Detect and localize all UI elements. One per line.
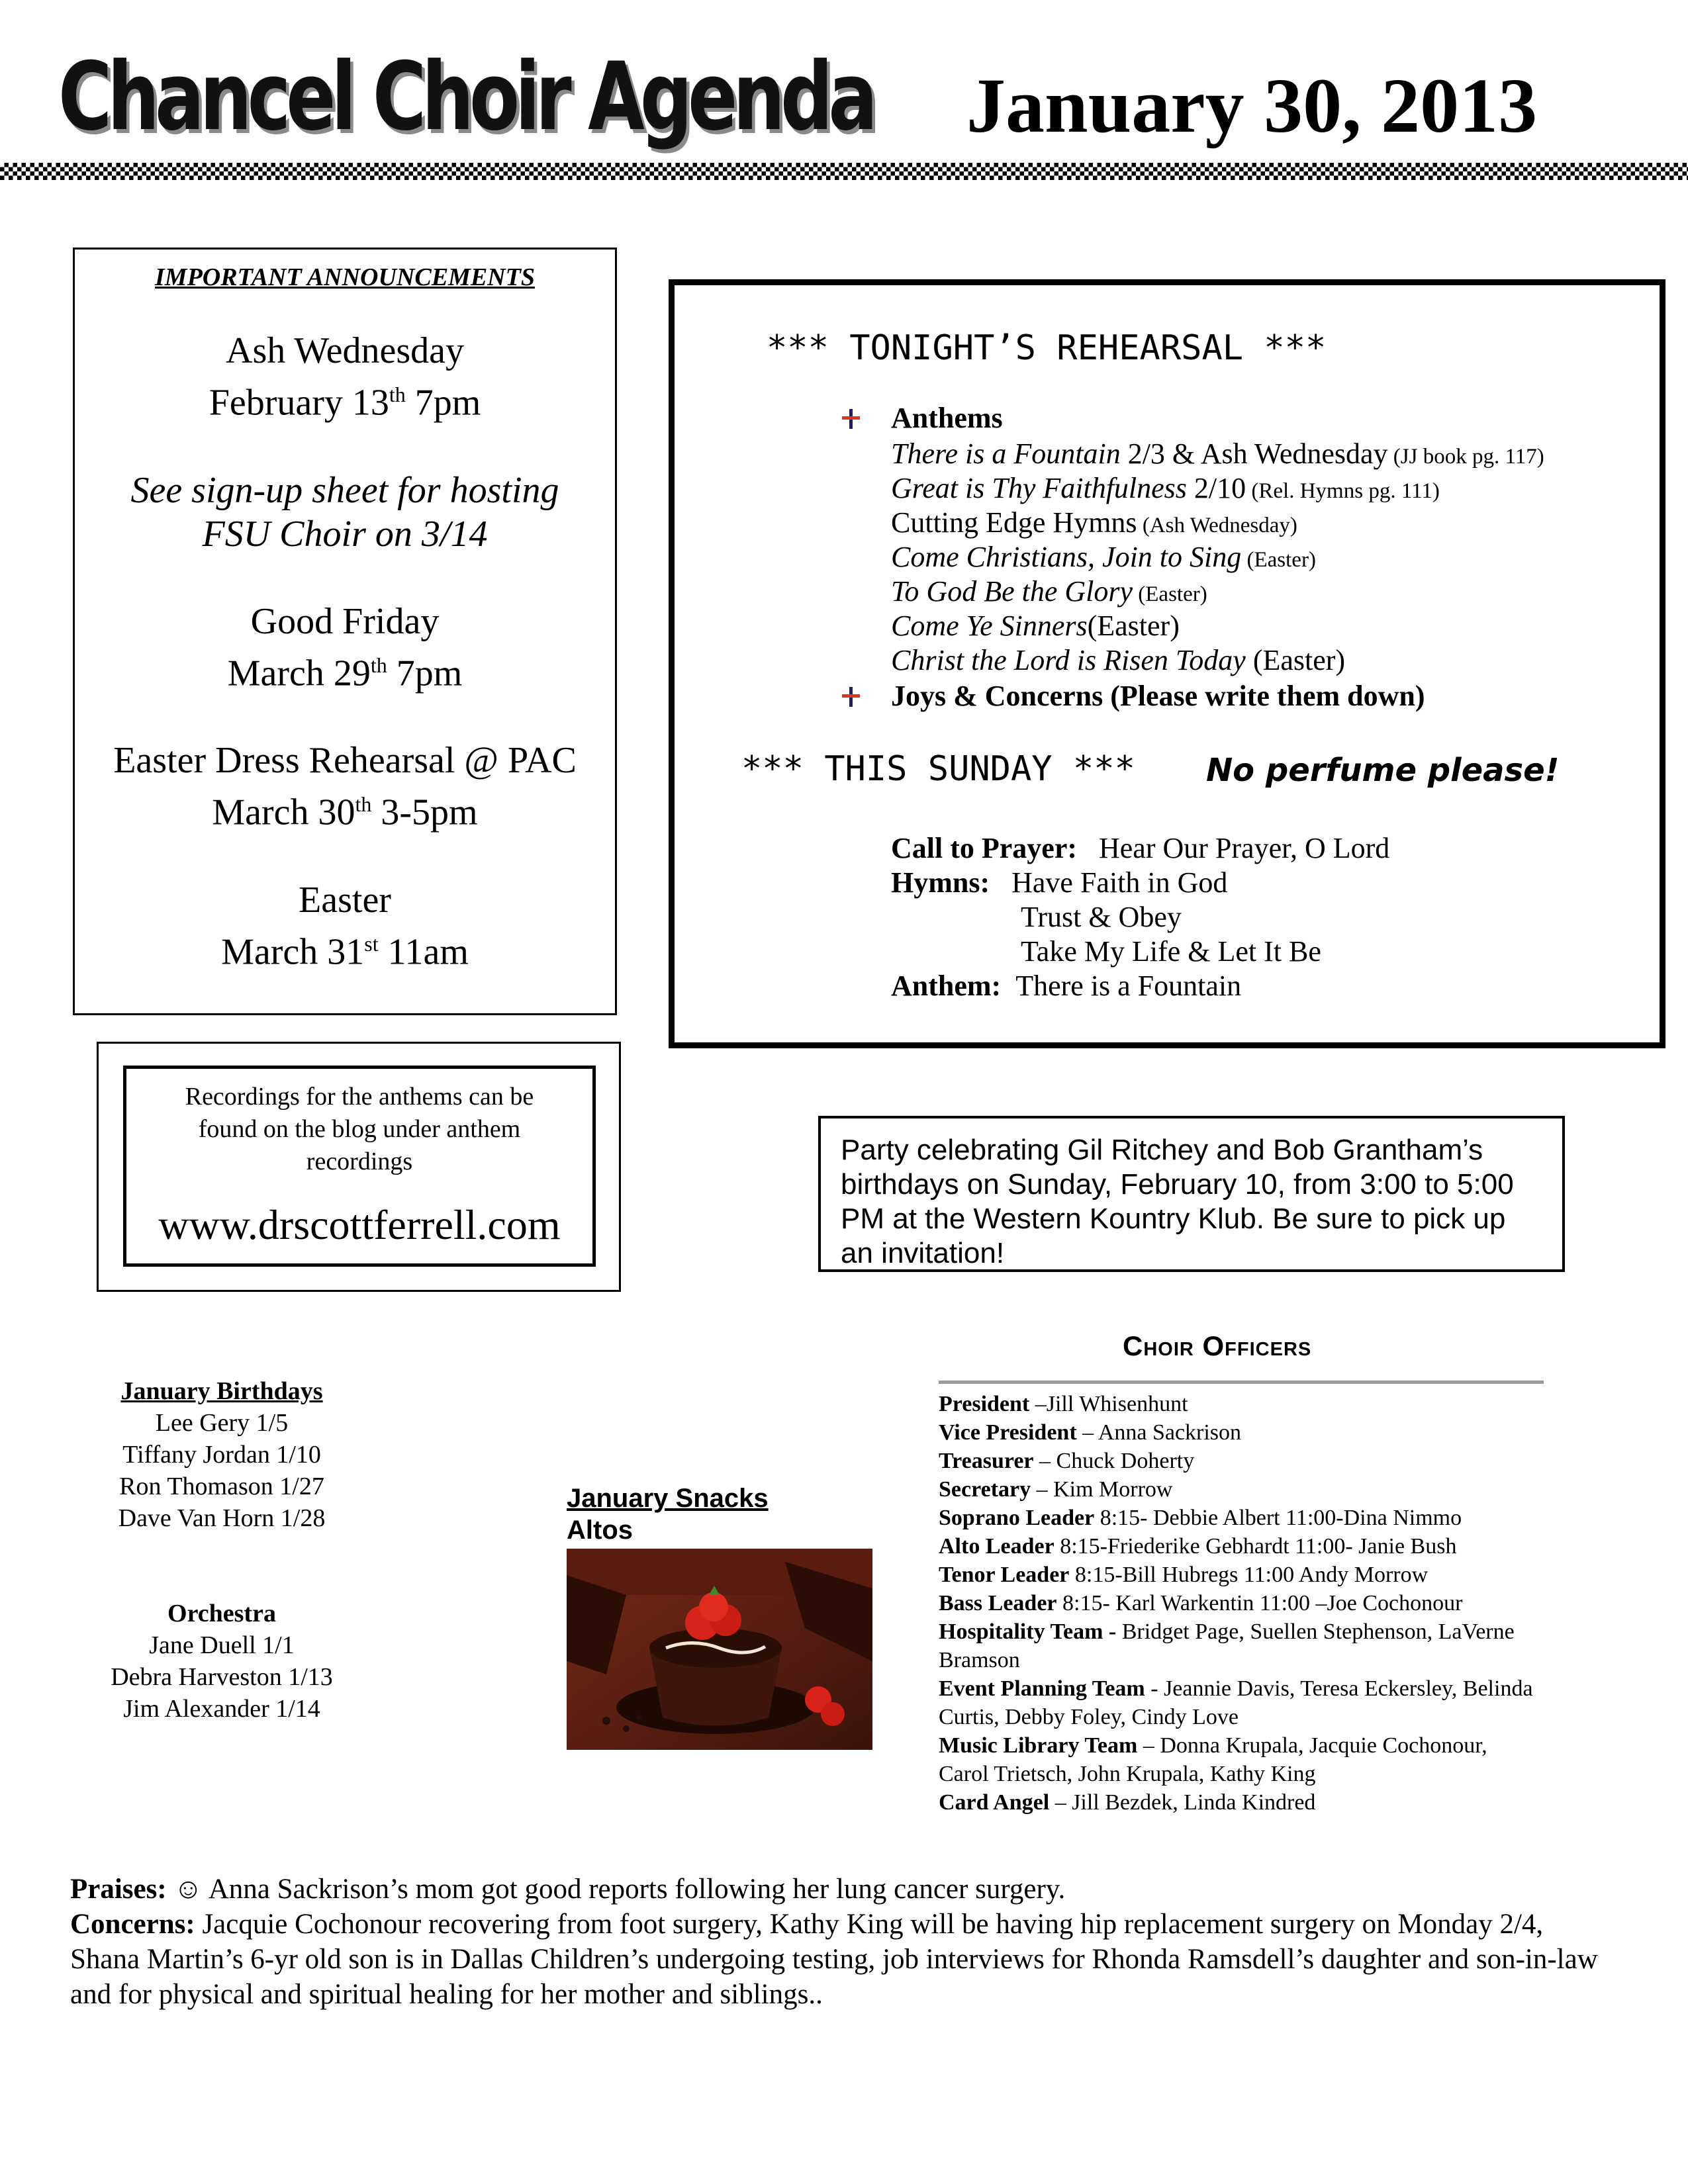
list-item: Ron Thomason 1/27 [119, 1473, 324, 1500]
hymn-item: Trust & Obey [1021, 901, 1182, 933]
list-item: Debra Harveston 1/13 [111, 1663, 333, 1691]
anthem-item: Cutting Edge Hymns (Ash Wednesday) [891, 506, 1297, 539]
hymns-row: Hymns: Have Faith in God [891, 866, 1228, 899]
smiley-icon: ☺ [173, 1874, 203, 1905]
anthem-item: Christ the Lord is Risen Today (Easter) [891, 644, 1346, 676]
blog-url-link[interactable]: www.drscottferrell.com [158, 1201, 561, 1248]
signup-announcement: See sign-up sheet for hosting FSU Choir on 3/14 [130, 469, 559, 555]
anthem-item: Come Christians, Join to Sing (Easter) [891, 541, 1316, 573]
party-text: Party celebrating Gil Ritchey and Bob Grantham’s birthdays on Sunday, February 10, from 3:00 to 5:00 PM at the Western Kountry Klub. Be sure to pick up an invitation! [841, 1134, 1514, 1269]
list-item: Music Library Team – Donna Krupala, Jacquie Cochonour, Carol Trietsch, John Krupala, Kathy King [939, 1733, 1487, 1786]
announcements-box [73, 248, 617, 1015]
sunday-heading: *** THIS SUNDAY *** [741, 749, 1135, 789]
call-to-prayer: Call to Prayer: Hear Our Prayer, O Lord [891, 832, 1390, 864]
anthem-item: To God Be the Glory (Easter) [891, 575, 1207, 608]
orchestra-title: Orchestra [167, 1600, 276, 1627]
agenda-date: January 30, 2013 [966, 62, 1538, 149]
cupcake-photo [567, 1549, 872, 1750]
list-item: Alto Leader 8:15-Friederike Gebhardt 11:00- Janie Bush [939, 1534, 1457, 1559]
snacks-section [567, 1482, 769, 1546]
no-perfume-note: No perfume please! [1206, 752, 1560, 789]
party-announcement-box [818, 1116, 1565, 1272]
birthdays-title: January Birthdays [120, 1377, 323, 1405]
list-item: Dave Van Horn 1/28 [118, 1504, 326, 1532]
cross-bullet-icon [839, 686, 862, 708]
list-item: Treasurer – Chuck Doherty [939, 1449, 1195, 1473]
list-item: President –Jill Whisenhunt [939, 1392, 1188, 1416]
list-item: Hospitality Team - Bridget Page, Suellen Stephenson, LaVerne Bramson [939, 1619, 1515, 1672]
list-item: Jim Alexander 1/14 [123, 1695, 320, 1723]
list-item: Soprano Leader 8:15- Debbie Albert 11:00-Dina Nimmo [939, 1506, 1462, 1530]
easter-announcement: Easter March 31st 11am [221, 879, 469, 973]
rehearsal-heading: *** TONIGHT’S REHEARSAL *** [767, 328, 1327, 368]
officers-divider [939, 1381, 1544, 1384]
list-item: Lee Gery 1/5 [155, 1409, 289, 1437]
anthem-item: Come Ye Sinners(Easter) [891, 610, 1180, 642]
ash-wednesday-announcement: Ash Wednesday February 13th 7pm [209, 330, 481, 424]
dress-rehearsal-announcement: Easter Dress Rehearsal @ PAC March 30th 3-5pm [113, 740, 577, 833]
prayer-section [70, 1872, 1613, 2012]
checkered-divider [0, 163, 1688, 180]
birthdays-section [73, 1375, 371, 1725]
snacks-group: Altos [567, 1516, 633, 1545]
list-item: Card Angel – Jill Bezdek, Linda Kindred [939, 1790, 1316, 1815]
list-item: Tenor Leader 8:15-Bill Hubregs 11:00 Andy Morrow [939, 1563, 1429, 1587]
list-item: Bass Leader 8:15- Karl Warkentin 11:00 –Joe Cochonour [939, 1591, 1463, 1615]
praises-row: Praises: ☺ Anna Sackrison’s mom got good reports following her lung cancer surgery. [70, 1874, 1066, 1905]
joys-concerns-label: Joys & Concerns (Please write them down) [891, 680, 1425, 712]
cross-bullet-icon [839, 408, 862, 430]
agenda-title: Chancel Choir Agenda [58, 42, 874, 152]
list-item: Jane Duell 1/1 [149, 1631, 295, 1659]
list-item: Secretary – Kim Morrow [939, 1477, 1173, 1502]
recordings-box: Recordings for the anthems can be found on the blog under anthem recordings www.drscottferrell.com [123, 1066, 596, 1267]
anthem-item: There is a Fountain 2/3 & Ash Wednesday (JJ book pg. 117) [891, 437, 1544, 470]
officers-list [939, 1390, 1574, 1817]
good-friday-announcement: Good Friday March 29th 7pm [227, 600, 463, 694]
anthem-item: Great is Thy Faithfulness 2/10 (Rel. Hymns pg. 111) [891, 472, 1440, 504]
list-item: Tiffany Jordan 1/10 [122, 1441, 321, 1469]
list-item: Event Planning Team - Jeannie Davis, Teresa Eckersley, Belinda Curtis, Debby Foley, Cindy Love [939, 1676, 1533, 1729]
snacks-title: January Snacks [567, 1484, 769, 1513]
hymn-item: Take My Life & Let It Be [1021, 935, 1321, 968]
list-item: Vice President – Anna Sackrison [939, 1420, 1242, 1445]
concerns-row: Concerns: Jacquie Cochonour recovering from foot surgery, Kathy King will be having hip replacement surgery on Monday 2/4, Shana Martin’s 6-yr old son is in Dallas Children’s undergoing testing, job interviews for Rhonda Ramsdell’s daughter and son-in-law and for physical and spiritual healing for her mother and siblings.. [70, 1909, 1598, 2010]
sunday-anthem: Anthem: There is a Fountain [891, 970, 1242, 1002]
officers-title: Choir Officers [1123, 1330, 1312, 1361]
anthems-label: Anthems [891, 402, 1003, 434]
announcements-heading: IMPORTANT ANNOUNCEMENTS [155, 263, 535, 291]
